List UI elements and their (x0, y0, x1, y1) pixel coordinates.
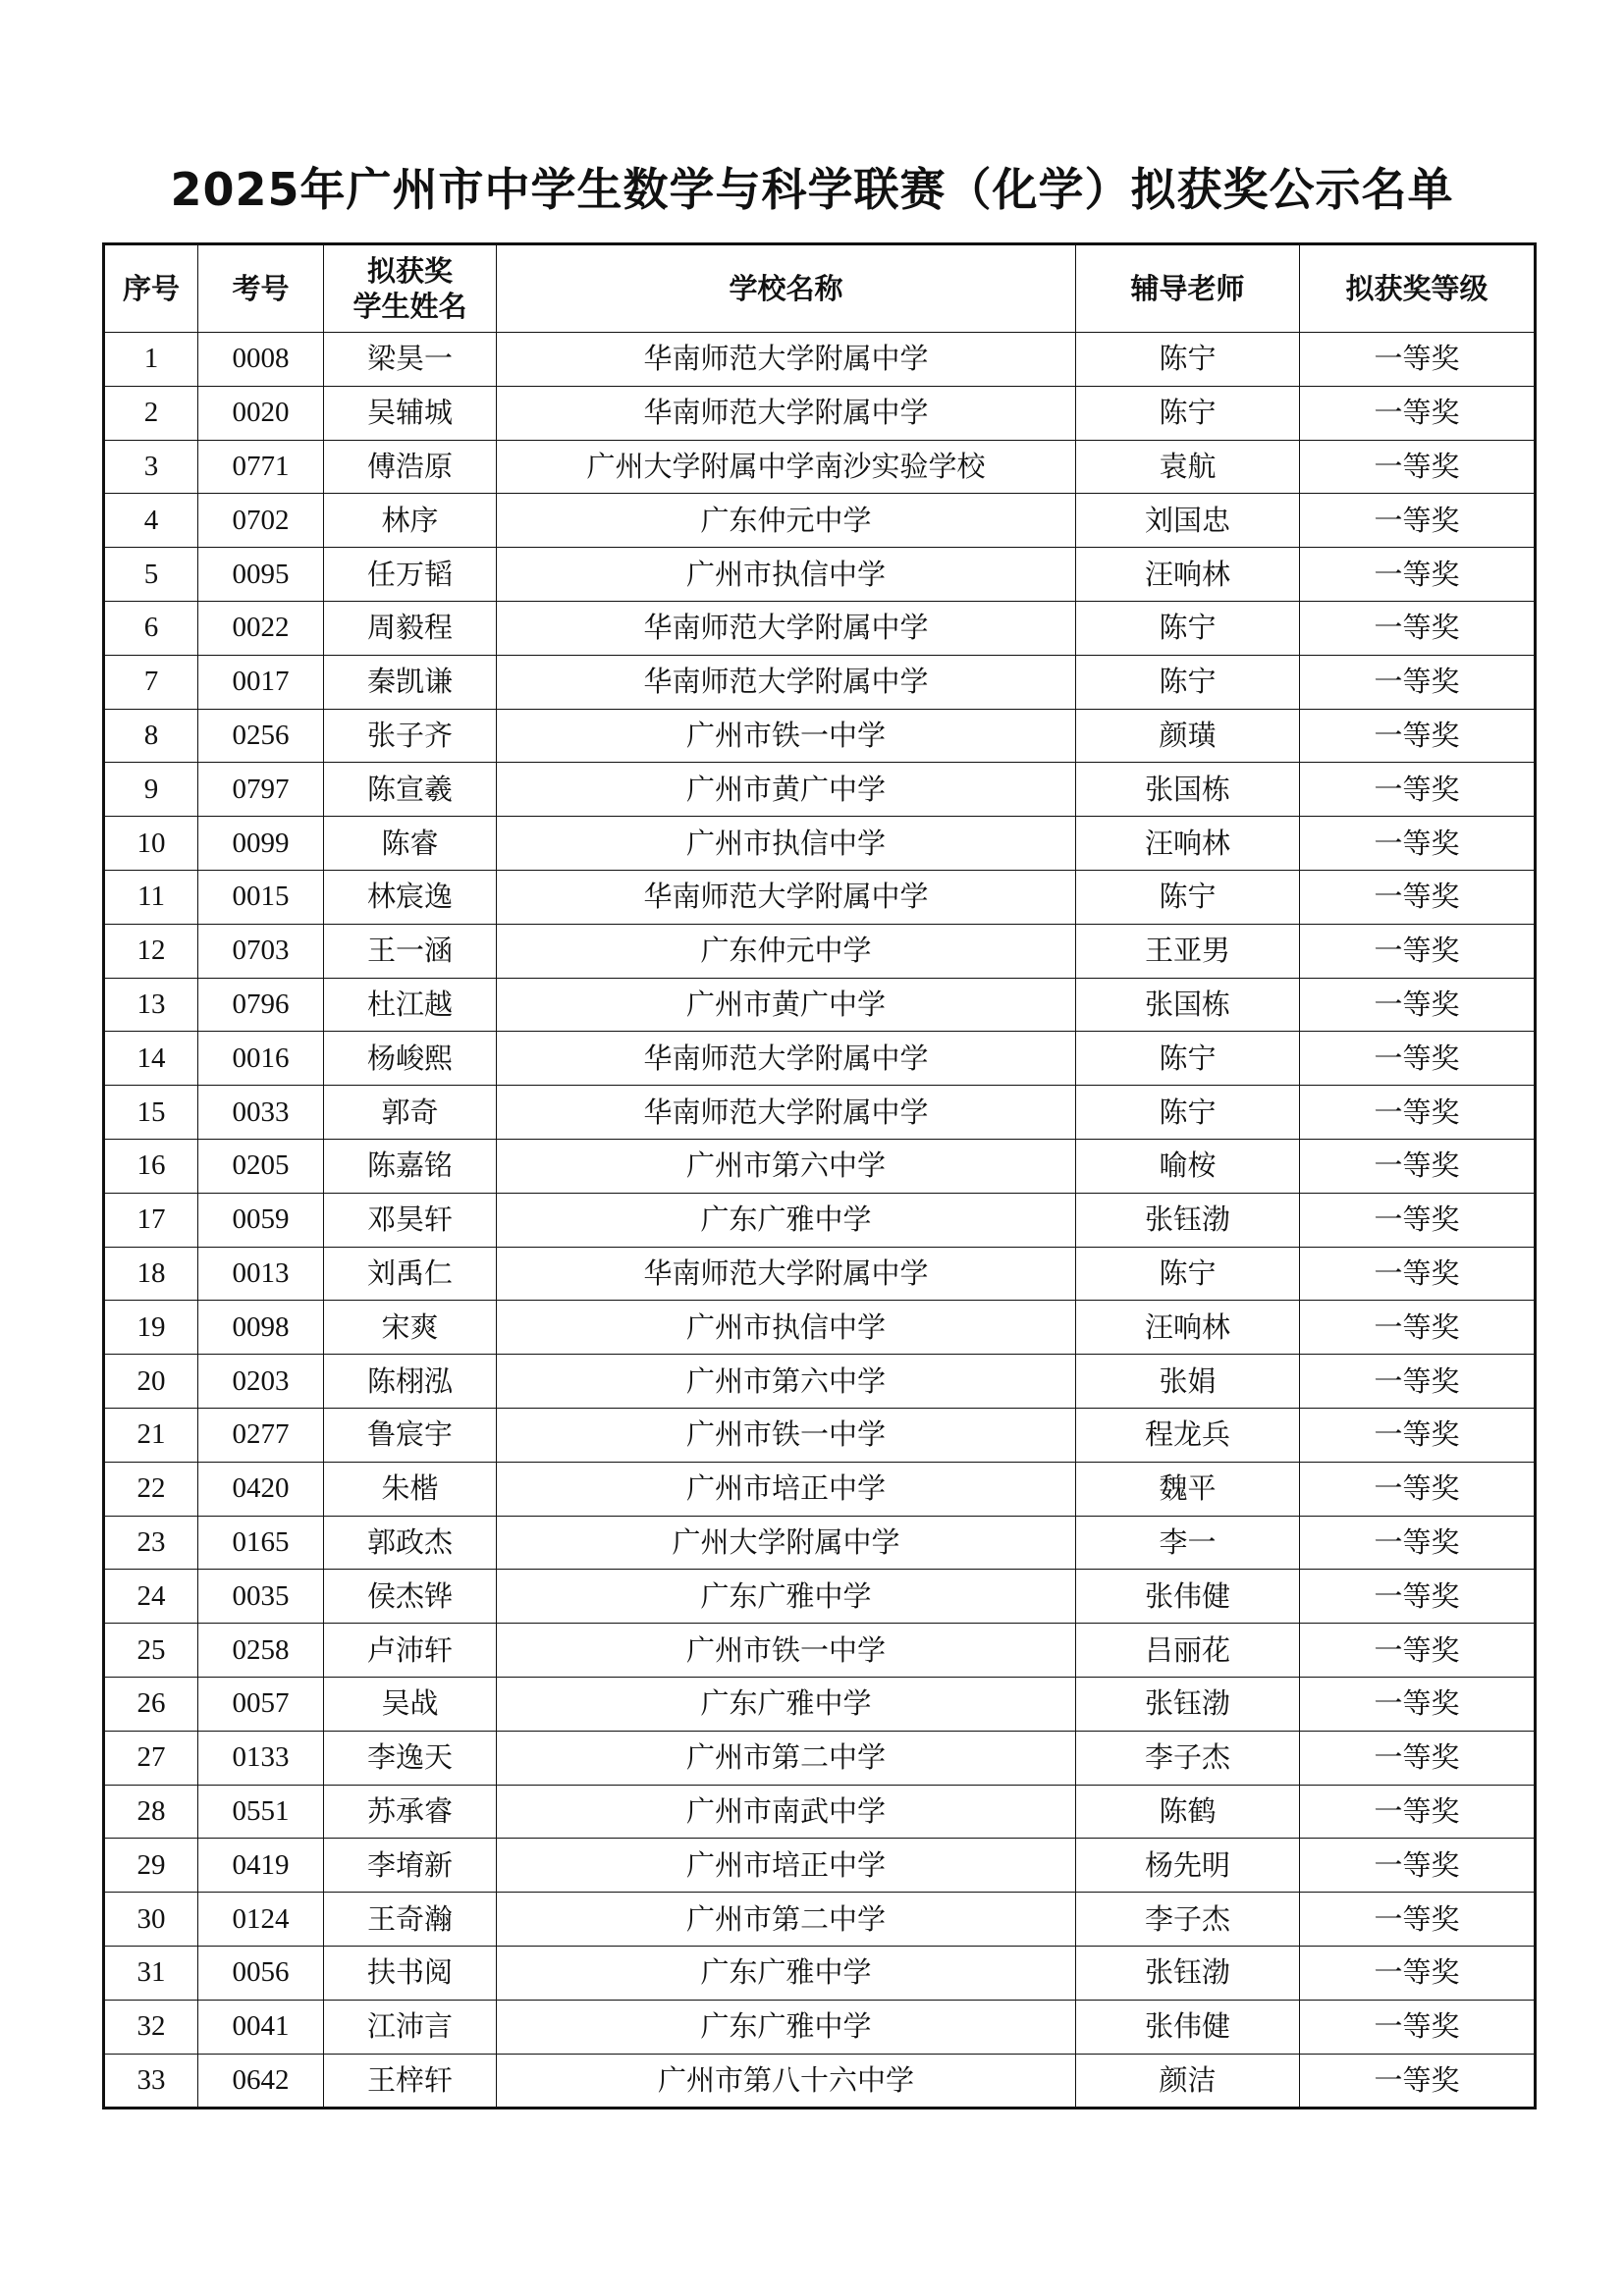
cell-school: 广州市执信中学 (497, 817, 1076, 871)
cell-teacher: 李一 (1076, 1516, 1300, 1570)
cell-teacher: 张钰渤 (1076, 1946, 1300, 2000)
cell-school: 广州市培正中学 (497, 1462, 1076, 1516)
table-row (104, 870, 1536, 924)
header-seq: 序号 (104, 244, 198, 333)
table-row (104, 1086, 1536, 1140)
cell-student-name: 郭奇 (324, 1086, 497, 1140)
cell-school: 广州市铁一中学 (497, 1408, 1076, 1462)
cell-student-name: 刘禹仁 (324, 1247, 497, 1301)
cell-school: 广州大学附属中学南沙实验学校 (497, 440, 1076, 494)
cell-teacher: 汪响林 (1076, 548, 1300, 602)
table-row (104, 1893, 1536, 1947)
cell-exam-id: 0033 (198, 1086, 324, 1140)
cell-student-name: 杨峻熙 (324, 1032, 497, 1086)
cell-award-level: 一等奖 (1300, 440, 1536, 494)
table-row (104, 1032, 1536, 1086)
table-row (104, 2000, 1536, 2054)
cell-school: 广州市黄广中学 (497, 978, 1076, 1032)
header-teacher: 辅导老师 (1076, 244, 1300, 333)
cell-award-level: 一等奖 (1300, 1301, 1536, 1355)
cell-school: 广州市第二中学 (497, 1893, 1076, 1947)
cell-exam-id: 0702 (198, 494, 324, 548)
cell-seq: 15 (104, 1086, 198, 1140)
cell-exam-id: 0095 (198, 548, 324, 602)
cell-student-name: 卢沛轩 (324, 1624, 497, 1678)
cell-student-name: 吴辅城 (324, 386, 497, 440)
cell-award-level: 一等奖 (1300, 1462, 1536, 1516)
table-row (104, 386, 1536, 440)
cell-teacher: 陈鹤 (1076, 1785, 1300, 1839)
cell-teacher: 袁航 (1076, 440, 1300, 494)
cell-teacher: 陈宁 (1076, 655, 1300, 709)
cell-teacher: 喻桉 (1076, 1139, 1300, 1193)
header-student-name (324, 244, 497, 333)
cell-school: 广州市铁一中学 (497, 709, 1076, 763)
table-row (104, 763, 1536, 817)
cell-exam-id: 0035 (198, 1570, 324, 1624)
table-row (104, 1570, 1536, 1624)
cell-student-name: 王奇瀚 (324, 1893, 497, 1947)
cell-award-level: 一等奖 (1300, 870, 1536, 924)
cell-student-name: 张子齐 (324, 709, 497, 763)
cell-award-level: 一等奖 (1300, 494, 1536, 548)
cell-award-level: 一等奖 (1300, 1624, 1536, 1678)
cell-award-level: 一等奖 (1300, 1032, 1536, 1086)
cell-student-name: 李逸天 (324, 1731, 497, 1785)
cell-award-level: 一等奖 (1300, 1785, 1536, 1839)
cell-award-level: 一等奖 (1300, 333, 1536, 387)
cell-student-name: 林序 (324, 494, 497, 548)
cell-award-level: 一等奖 (1300, 1193, 1536, 1247)
cell-student-name: 陈栩泓 (324, 1355, 497, 1409)
table-row (104, 1516, 1536, 1570)
cell-teacher: 陈宁 (1076, 1247, 1300, 1301)
cell-teacher: 李子杰 (1076, 1731, 1300, 1785)
table-row (104, 494, 1536, 548)
cell-award-level: 一等奖 (1300, 1086, 1536, 1140)
table-row (104, 655, 1536, 709)
cell-teacher: 陈宁 (1076, 386, 1300, 440)
cell-student-name: 杜江越 (324, 978, 497, 1032)
cell-teacher: 颜洁 (1076, 2054, 1300, 2109)
cell-teacher: 刘国忠 (1076, 494, 1300, 548)
cell-teacher: 张国栋 (1076, 978, 1300, 1032)
table-row (104, 1624, 1536, 1678)
cell-school: 广东广雅中学 (497, 1946, 1076, 2000)
cell-seq: 12 (104, 924, 198, 978)
cell-award-level: 一等奖 (1300, 763, 1536, 817)
table-row (104, 601, 1536, 655)
cell-seq: 4 (104, 494, 198, 548)
cell-award-level: 一等奖 (1300, 1893, 1536, 1947)
table-row (104, 2054, 1536, 2109)
cell-student-name: 朱楷 (324, 1462, 497, 1516)
award-table (102, 242, 1537, 2109)
cell-exam-id: 0059 (198, 1193, 324, 1247)
cell-student-name: 邓昊轩 (324, 1193, 497, 1247)
cell-teacher: 汪响林 (1076, 1301, 1300, 1355)
cell-seq: 24 (104, 1570, 198, 1624)
cell-seq: 14 (104, 1032, 198, 1086)
table-row (104, 1785, 1536, 1839)
cell-award-level: 一等奖 (1300, 1408, 1536, 1462)
table-row (104, 1139, 1536, 1193)
header-student-name-line1: 拟获奖 (366, 254, 453, 288)
cell-seq: 29 (104, 1839, 198, 1893)
cell-school: 广州市执信中学 (497, 548, 1076, 602)
cell-seq: 1 (104, 333, 198, 387)
cell-award-level: 一等奖 (1300, 1355, 1536, 1409)
table-row (104, 1193, 1536, 1247)
cell-seq: 16 (104, 1139, 198, 1193)
cell-exam-id: 0551 (198, 1785, 324, 1839)
cell-school: 广东广雅中学 (497, 2000, 1076, 2054)
cell-seq: 26 (104, 1677, 198, 1731)
cell-school: 华南师范大学附属中学 (497, 333, 1076, 387)
cell-seq: 31 (104, 1946, 198, 2000)
page-title: 2025年广州市中学生数学与科学联赛（化学）拟获奖公示名单 (170, 163, 1454, 216)
cell-school: 华南师范大学附属中学 (497, 1032, 1076, 1086)
cell-student-name: 扶书阅 (324, 1946, 497, 2000)
cell-teacher: 汪响林 (1076, 817, 1300, 871)
cell-award-level: 一等奖 (1300, 1570, 1536, 1624)
cell-student-name: 林宸逸 (324, 870, 497, 924)
table-row (104, 1946, 1536, 2000)
cell-school: 广州市第六中学 (497, 1355, 1076, 1409)
cell-seq: 7 (104, 655, 198, 709)
cell-exam-id: 0015 (198, 870, 324, 924)
cell-school: 广州市南武中学 (497, 1785, 1076, 1839)
cell-exam-id: 0277 (198, 1408, 324, 1462)
cell-teacher: 魏平 (1076, 1462, 1300, 1516)
cell-exam-id: 0797 (198, 763, 324, 817)
cell-teacher: 陈宁 (1076, 1086, 1300, 1140)
cell-student-name: 傅浩原 (324, 440, 497, 494)
cell-school: 广东广雅中学 (497, 1677, 1076, 1731)
cell-school: 广东仲元中学 (497, 494, 1076, 548)
table-body (104, 333, 1536, 2109)
cell-exam-id: 0057 (198, 1677, 324, 1731)
table-header-row (104, 244, 1536, 333)
cell-award-level: 一等奖 (1300, 817, 1536, 871)
table-row (104, 1301, 1536, 1355)
table-row (104, 709, 1536, 763)
cell-seq: 6 (104, 601, 198, 655)
cell-seq: 9 (104, 763, 198, 817)
cell-student-name: 陈宣羲 (324, 763, 497, 817)
cell-student-name: 李堉新 (324, 1839, 497, 1893)
cell-award-level: 一等奖 (1300, 548, 1536, 602)
table-row (104, 440, 1536, 494)
cell-teacher: 陈宁 (1076, 1032, 1300, 1086)
cell-award-level: 一等奖 (1300, 709, 1536, 763)
cell-exam-id: 0205 (198, 1139, 324, 1193)
table-row (104, 1408, 1536, 1462)
cell-student-name: 苏承睿 (324, 1785, 497, 1839)
cell-student-name: 郭政杰 (324, 1516, 497, 1570)
header-student-name-line2: 学生姓名 (352, 290, 467, 323)
header-exam-id: 考号 (198, 244, 324, 333)
cell-student-name: 秦凯谦 (324, 655, 497, 709)
cell-exam-id: 0099 (198, 817, 324, 871)
cell-award-level: 一等奖 (1300, 1946, 1536, 2000)
cell-school: 华南师范大学附属中学 (497, 655, 1076, 709)
cell-teacher: 张钰渤 (1076, 1677, 1300, 1731)
cell-award-level: 一等奖 (1300, 1516, 1536, 1570)
cell-exam-id: 0056 (198, 1946, 324, 2000)
cell-seq: 11 (104, 870, 198, 924)
cell-seq: 10 (104, 817, 198, 871)
table-row (104, 978, 1536, 1032)
cell-school: 广东仲元中学 (497, 924, 1076, 978)
cell-teacher: 颜璜 (1076, 709, 1300, 763)
cell-teacher: 吕丽花 (1076, 1624, 1300, 1678)
cell-exam-id: 0796 (198, 978, 324, 1032)
cell-award-level: 一等奖 (1300, 1139, 1536, 1193)
cell-teacher: 李子杰 (1076, 1893, 1300, 1947)
cell-exam-id: 0165 (198, 1516, 324, 1570)
cell-award-level: 一等奖 (1300, 1677, 1536, 1731)
cell-seq: 2 (104, 386, 198, 440)
cell-award-level: 一等奖 (1300, 601, 1536, 655)
cell-school: 华南师范大学附属中学 (497, 1086, 1076, 1140)
cell-teacher: 陈宁 (1076, 601, 1300, 655)
cell-exam-id: 0022 (198, 601, 324, 655)
cell-seq: 18 (104, 1247, 198, 1301)
cell-award-level: 一等奖 (1300, 924, 1536, 978)
cell-seq: 33 (104, 2054, 198, 2109)
cell-student-name: 江沛言 (324, 2000, 497, 2054)
table-row (104, 548, 1536, 602)
cell-student-name: 任万韬 (324, 548, 497, 602)
cell-exam-id: 0013 (198, 1247, 324, 1301)
cell-award-level: 一等奖 (1300, 386, 1536, 440)
cell-exam-id: 0771 (198, 440, 324, 494)
cell-seq: 32 (104, 2000, 198, 2054)
cell-school: 广东广雅中学 (497, 1193, 1076, 1247)
cell-seq: 27 (104, 1731, 198, 1785)
cell-teacher: 张钰渤 (1076, 1193, 1300, 1247)
cell-exam-id: 0703 (198, 924, 324, 978)
table-row (104, 1839, 1536, 1893)
cell-school: 华南师范大学附属中学 (497, 601, 1076, 655)
cell-school: 广州市执信中学 (497, 1301, 1076, 1355)
cell-seq: 30 (104, 1893, 198, 1947)
cell-school: 华南师范大学附属中学 (497, 870, 1076, 924)
cell-teacher: 张国栋 (1076, 763, 1300, 817)
cell-seq: 28 (104, 1785, 198, 1839)
cell-award-level: 一等奖 (1300, 2054, 1536, 2109)
cell-seq: 17 (104, 1193, 198, 1247)
cell-exam-id: 0642 (198, 2054, 324, 2109)
cell-teacher: 陈宁 (1076, 333, 1300, 387)
cell-seq: 21 (104, 1408, 198, 1462)
cell-school: 广州市培正中学 (497, 1839, 1076, 1893)
cell-exam-id: 0098 (198, 1301, 324, 1355)
cell-school: 华南师范大学附属中学 (497, 386, 1076, 440)
cell-school: 广东广雅中学 (497, 1570, 1076, 1624)
cell-seq: 25 (104, 1624, 198, 1678)
cell-seq: 23 (104, 1516, 198, 1570)
cell-teacher: 张娟 (1076, 1355, 1300, 1409)
cell-seq: 8 (104, 709, 198, 763)
cell-exam-id: 0020 (198, 386, 324, 440)
cell-teacher: 王亚男 (1076, 924, 1300, 978)
cell-seq: 3 (104, 440, 198, 494)
cell-school: 广州市黄广中学 (497, 763, 1076, 817)
table-row (104, 1677, 1536, 1731)
cell-seq: 13 (104, 978, 198, 1032)
cell-school: 广州市第六中学 (497, 1139, 1076, 1193)
cell-exam-id: 0258 (198, 1624, 324, 1678)
cell-exam-id: 0124 (198, 1893, 324, 1947)
cell-award-level: 一等奖 (1300, 655, 1536, 709)
table-row (104, 1462, 1536, 1516)
cell-seq: 20 (104, 1355, 198, 1409)
cell-seq: 22 (104, 1462, 198, 1516)
table-row (104, 333, 1536, 387)
cell-award-level: 一等奖 (1300, 1247, 1536, 1301)
cell-seq: 19 (104, 1301, 198, 1355)
cell-student-name: 宋爽 (324, 1301, 497, 1355)
cell-seq: 5 (104, 548, 198, 602)
cell-teacher: 杨先明 (1076, 1839, 1300, 1893)
cell-exam-id: 0256 (198, 709, 324, 763)
cell-teacher: 陈宁 (1076, 870, 1300, 924)
cell-exam-id: 0420 (198, 1462, 324, 1516)
header-school: 学校名称 (497, 244, 1076, 333)
cell-school: 广州市第八十六中学 (497, 2054, 1076, 2109)
cell-exam-id: 0203 (198, 1355, 324, 1409)
cell-student-name: 陈嘉铭 (324, 1139, 497, 1193)
table-row (104, 1247, 1536, 1301)
cell-student-name: 鲁宸宇 (324, 1408, 497, 1462)
cell-exam-id: 0016 (198, 1032, 324, 1086)
table-row (104, 817, 1536, 871)
table-row (104, 924, 1536, 978)
table-row (104, 1355, 1536, 1409)
cell-school: 广州市铁一中学 (497, 1624, 1076, 1678)
header-award-level: 拟获奖等级 (1300, 244, 1536, 333)
cell-teacher: 张伟健 (1076, 1570, 1300, 1624)
cell-school: 广州市第二中学 (497, 1731, 1076, 1785)
cell-student-name: 侯杰铧 (324, 1570, 497, 1624)
cell-student-name: 王一涵 (324, 924, 497, 978)
cell-student-name: 梁昊一 (324, 333, 497, 387)
cell-teacher: 张伟健 (1076, 2000, 1300, 2054)
cell-exam-id: 0041 (198, 2000, 324, 2054)
cell-student-name: 王梓轩 (324, 2054, 497, 2109)
cell-exam-id: 0017 (198, 655, 324, 709)
cell-exam-id: 0008 (198, 333, 324, 387)
table-row (104, 1731, 1536, 1785)
cell-school: 广州大学附属中学 (497, 1516, 1076, 1570)
cell-exam-id: 0133 (198, 1731, 324, 1785)
cell-student-name: 周毅程 (324, 601, 497, 655)
cell-award-level: 一等奖 (1300, 1839, 1536, 1893)
cell-award-level: 一等奖 (1300, 1731, 1536, 1785)
cell-award-level: 一等奖 (1300, 978, 1536, 1032)
cell-student-name: 陈睿 (324, 817, 497, 871)
cell-award-level: 一等奖 (1300, 2000, 1536, 2054)
cell-student-name: 吴战 (324, 1677, 497, 1731)
cell-exam-id: 0419 (198, 1839, 324, 1893)
cell-school: 华南师范大学附属中学 (497, 1247, 1076, 1301)
cell-teacher: 程龙兵 (1076, 1408, 1300, 1462)
